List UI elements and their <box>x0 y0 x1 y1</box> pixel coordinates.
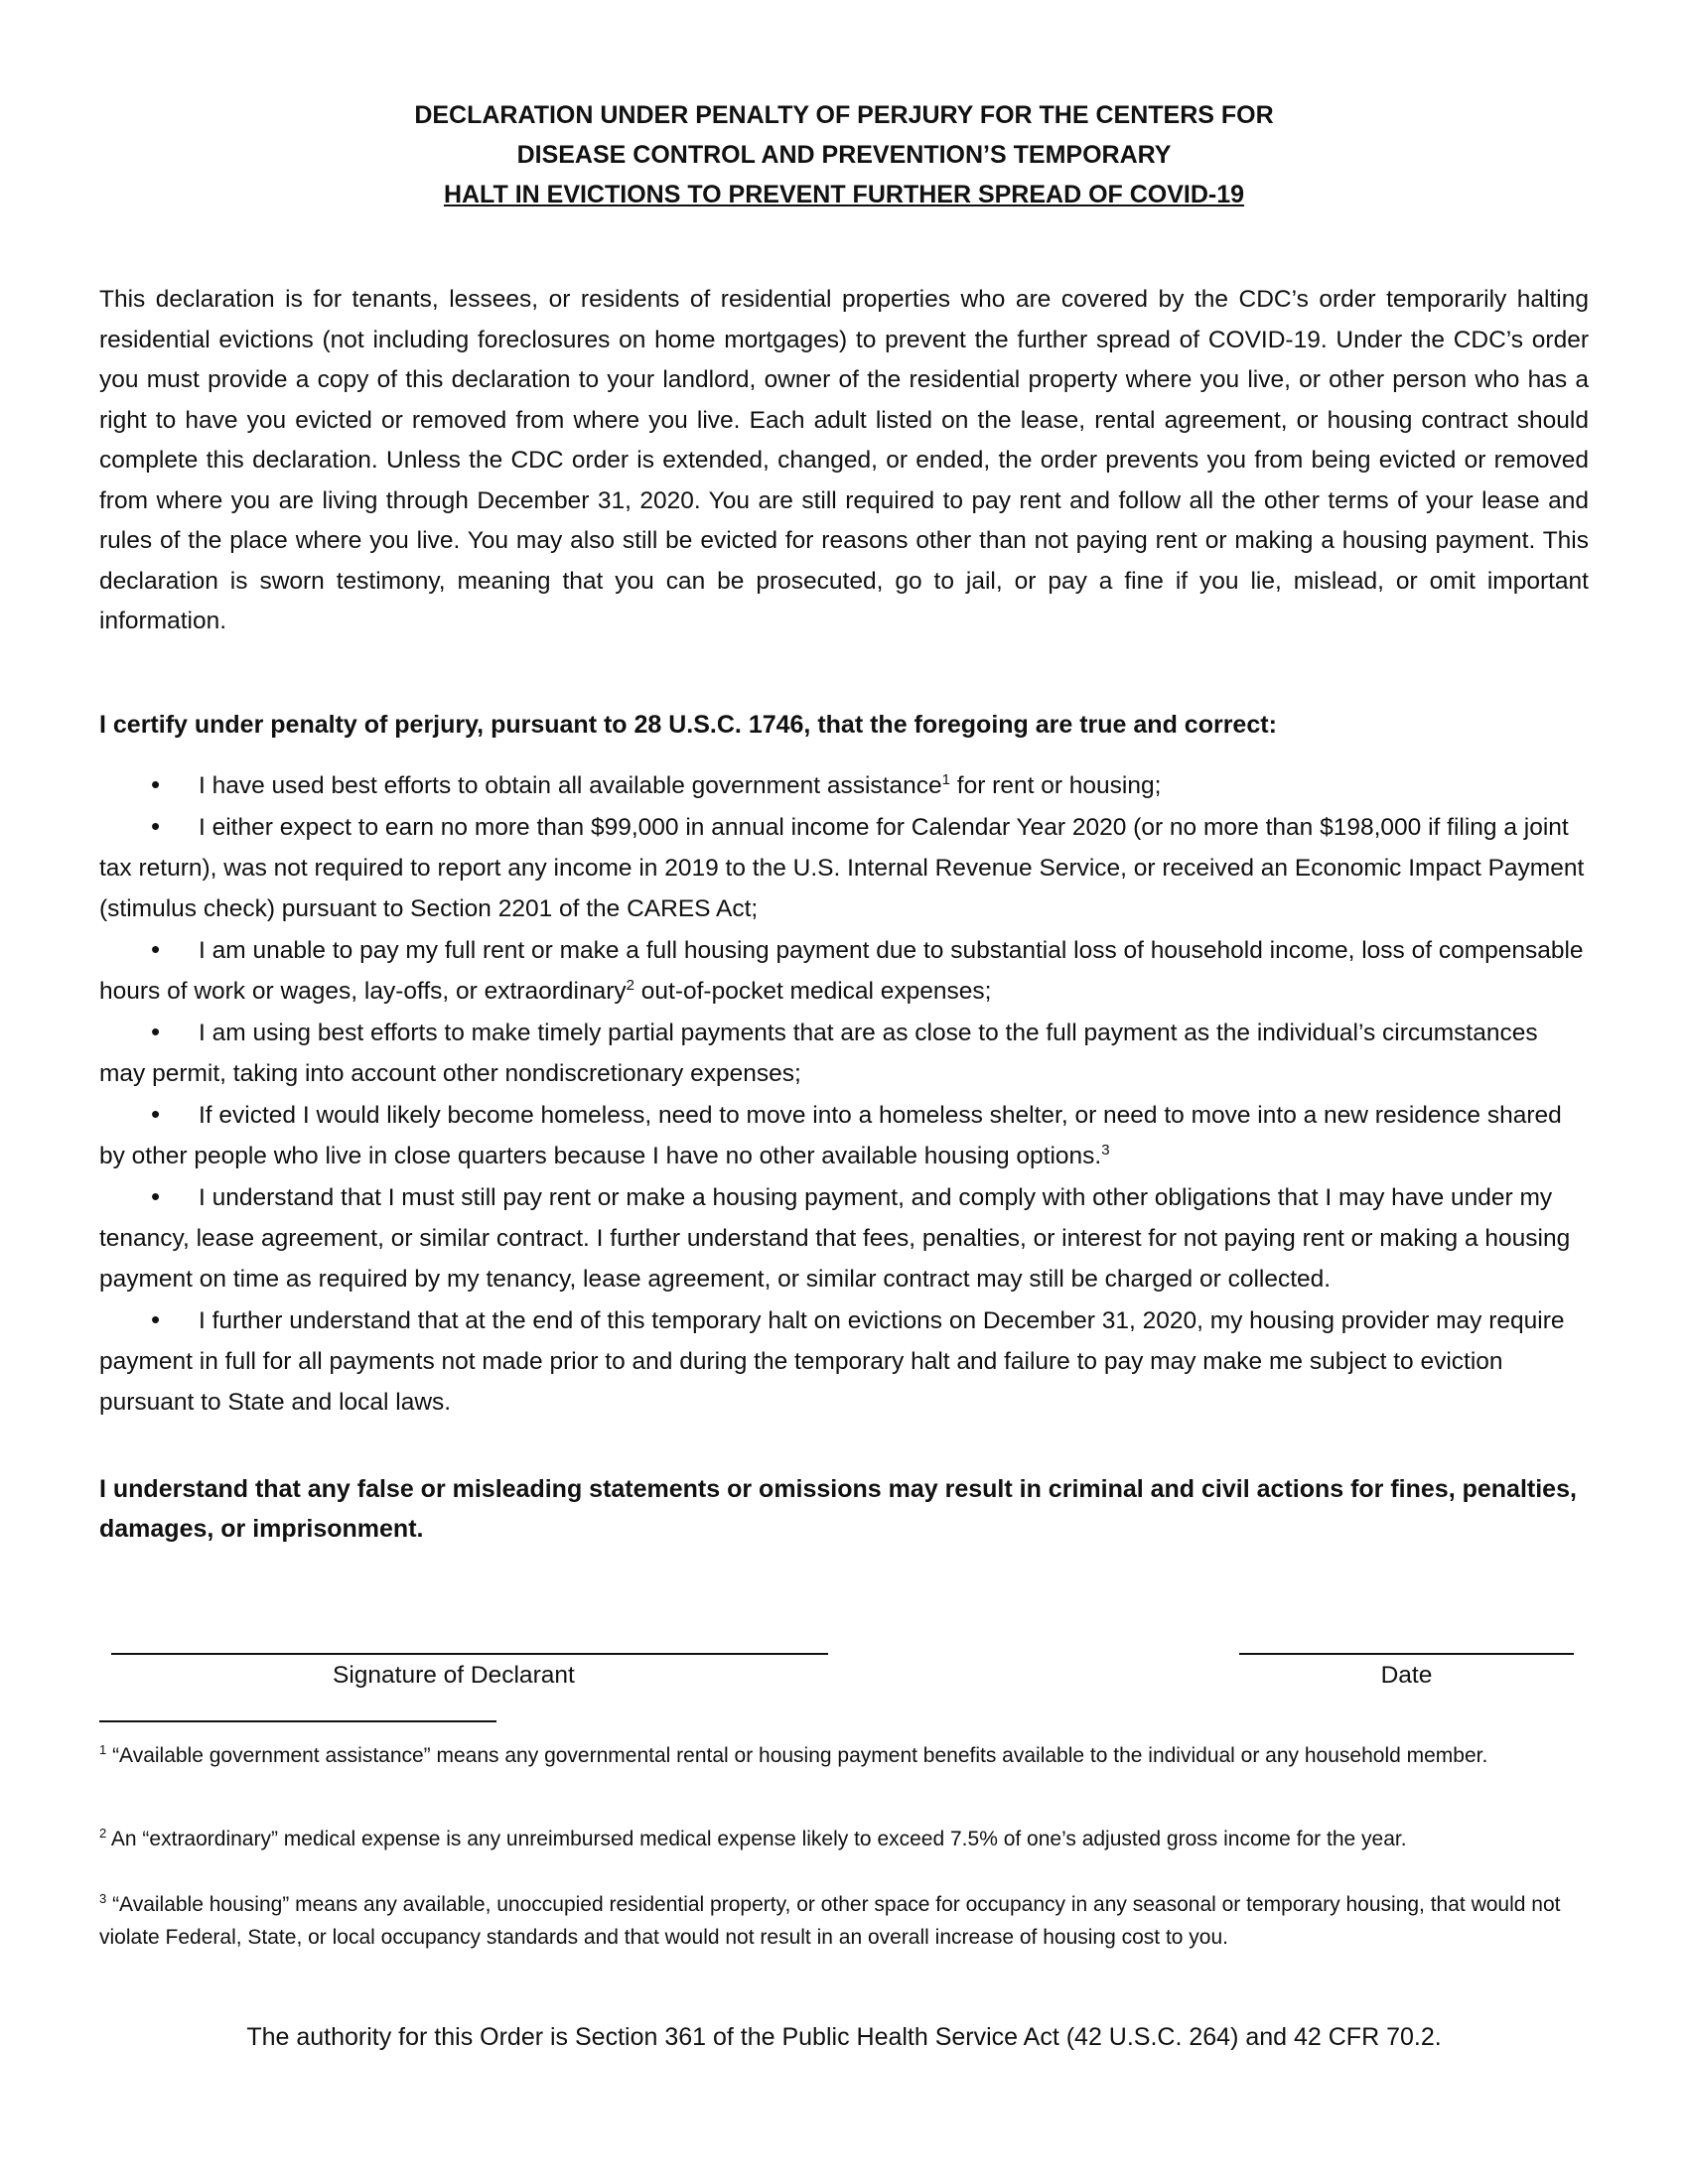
list-item: • I understand that I must still pay rent or make a housing payment, and comply with other obligations that I may have under my tenancy, lease agreement, or similar contract. I further understand that fees, penalties, or interest for not paying rent or making a housing payment on time as required by my tenancy, lease agreement, or similar contract may still be charged or collected. <box>99 1176 1589 1299</box>
footnote-ref: 2 <box>626 976 634 994</box>
list-item: • I either expect to earn no more than $99,000 in annual income for Calendar Year 2020 (or no more than $198,000 if filing a joint tax return), was not required to report any income in 2019 to the U.S. Internal Revenue Service, or received an Economic Impact Payment (stimulus check) pursuant to Section 2201 of the CARES Act; <box>99 806 1589 929</box>
authority-statement: The authority for this Order is Section 361 of the Public Health Service Act (42 U.S.C. 264) and 42 CFR 70.2. <box>246 2023 1442 2051</box>
bullet-icon: • <box>151 1099 161 1129</box>
bullet-icon: • <box>151 769 161 799</box>
footnote-2: $^2$ An “extraordinary” medical expense is any unreimbursed medical expense likely to exceed 7.5% of one’s adjusted gross income for the year. <box>99 1826 1407 1850</box>
certification-list <box>99 764 1589 1423</box>
list-item: • If evicted I would likely become homeless, need to move into a homeless shelter, or need to move into a new residence shared by other people who live in close quarters because I have no other available housing options.$^3$ <box>99 1094 1589 1176</box>
title-line-1: DECLARATION UNDER PENALTY OF PERJURY FOR THE CENTERS FOR <box>414 101 1274 129</box>
footnote-1: $^1$ “Available government assistance” means any governmental rental or housing payment benefits available to the individual or any household member. <box>99 1742 1488 1767</box>
date-label: Date <box>1380 1662 1433 1689</box>
list-item: • I am using best efforts to make timely partial payments that are as close to the full payment as the individual’s circumstances may permit, taking into account other nondiscretionary expenses; <box>99 1012 1589 1094</box>
footnote-separator <box>99 1720 496 1722</box>
title-line-3: HALT IN EVICTIONS TO PREVENT FURTHER SPREAD OF COVID-19 <box>443 181 1245 208</box>
certification-statement: I certify under penalty of perjury, pursuant to 28 U.S.C. 1746, that the foregoing are true and correct: <box>99 711 1277 739</box>
footnote-ref: 1 <box>941 770 950 788</box>
bullet-icon: • <box>151 1181 161 1211</box>
title-line-2: DISEASE CONTROL AND PREVENTION’S TEMPORARY <box>516 141 1172 169</box>
signature-line[interactable] <box>111 1653 828 1655</box>
list-item: • I further understand that at the end of this temporary halt on evictions on December 31, 2020, my housing provider may require payment in full for all payments not made prior to and during the temporary halt and failure to pay may make me subject to eviction pursuant to State and local laws. <box>99 1299 1589 1423</box>
footnote-3: $^3$ “Available housing” means any available, unoccupied residential property, or other space for occupancy in any seasonal or temporary housing, that would not violate Federal, State, or local occupancy standards and that would not result in an overall increase of housing cost to you. <box>99 1891 1561 1949</box>
bullet-icon: • <box>151 811 161 841</box>
footnote-ref: 3 <box>1101 1141 1110 1159</box>
bullet-icon: • <box>151 1304 161 1334</box>
list-item: • I am unable to pay my full rent or make a full housing payment due to substantial loss of household income, loss of compensable hours of work or wages, lay-offs, or extraordinary$^2$ out-of-pocket medical expenses; <box>99 929 1589 1012</box>
list-item: • I have used best efforts to obtain all available government assistance$^1$ for rent or housing; <box>99 764 1589 806</box>
document-title <box>0 95 1688 214</box>
intro-paragraph: This declaration is for tenants, lessees, or residents of residential properties who are covered by the CDC’s order temporarily halting residential evictions (not including foreclosures on home mortgages) to prevent the further spread of COVID-19. Under the CDC’s order you must provide a copy of this declaration to your landlord, owner of the residential property where you live, or other person who has a right to have you evicted or removed from where you live. Each adult listed on the lease, rental agreement, or housing contract should complete this declaration. Unless the CDC order is extended, changed, or ended, the order prevents you from being evicted or removed from where you are living through December 31, 2020. You are still required to pay rent and follow all the other terms of your lease and rules of the place where you live. You may also still be evicted for reasons other than not paying rent or making a housing payment. This declaration is sworn testimony, meaning that you can be prosecuted, go to jail, or pay a fine if you lie, mislead, or omit important information. <box>99 286 1589 634</box>
date-line[interactable] <box>1239 1653 1574 1655</box>
bullet-icon: • <box>151 934 161 964</box>
perjury-warning: I understand that any false or misleading statements or omissions may result in criminal and civil actions for fines, penalties, damages, or imprisonment. <box>99 1475 1577 1543</box>
bullet-icon: • <box>151 1017 161 1046</box>
signature-label: Signature of Declarant <box>333 1662 575 1689</box>
